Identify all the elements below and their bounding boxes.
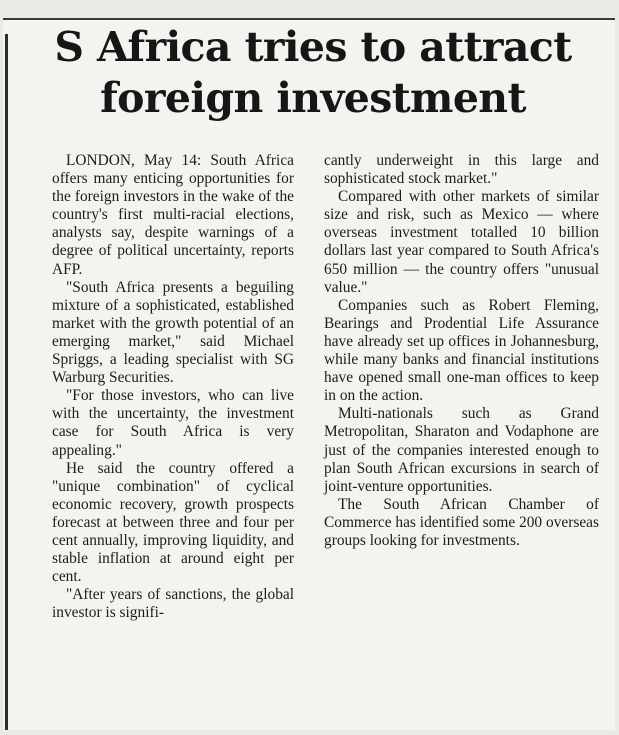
paragraph: Companies such as Robert Fleming, Bearings and Prodential Life Assurance have already set up offices in Johannesburg, while many banks and financial institutions have opened small one-man offices to keep in on the action. — [324, 296, 599, 405]
top-border-rule — [3, 18, 615, 20]
left-border-rule — [5, 34, 8, 730]
article-column-right — [324, 152, 599, 550]
headline: S Africa tries to attract foreign investment — [54, 23, 572, 122]
newspaper-clipping — [3, 18, 615, 730]
paragraph: He said the country offered a "unique combination" of cyclical economic recovery, growth prospects forecast at between three and four per cent annually, improving liquidity, and stable inflation at around eight per cent. — [52, 459, 294, 586]
paragraph: "For those investors, who can live with the uncertainty, the investment case for South Africa is very appealing." — [52, 387, 294, 459]
paragraph: The South African Chamber of Commerce has identified some 200 overseas groups looking for investments. — [324, 495, 599, 549]
paragraph: "South Africa presents a beguiling mixture of a sophisticated, established market with the growth potential of an emerging market," said Michael Spriggs, a leading specialist with SG Warburg Securities. — [52, 278, 294, 387]
paragraph: LONDON, May 14: South Africa offers many enticing opportunities for the foreign investors in the wake of the country's first multi-racial elections, analysts say, despite warnings of a degree of political uncertainty, reports AFP. — [52, 152, 294, 278]
paragraph: Multi-nationals such as Grand Metropolitan, Sharaton and Vodaphone are just of the companies interested enough to plan South African excursions in search of joint-venture opportunities. — [324, 405, 599, 495]
paragraph: "After years of sanctions, the global investor is signifi- — [52, 586, 294, 622]
paragraph-continued: cantly underweight in this large and sophisticated stock market." — [324, 152, 599, 188]
paragraph: Compared with other markets of similar size and risk, such as Mexico — where overseas investment totalled 10 billion dollars last year compared to South Africa's 650 million — the country offers "unusual value." — [324, 188, 599, 296]
article-column-left — [52, 152, 294, 622]
